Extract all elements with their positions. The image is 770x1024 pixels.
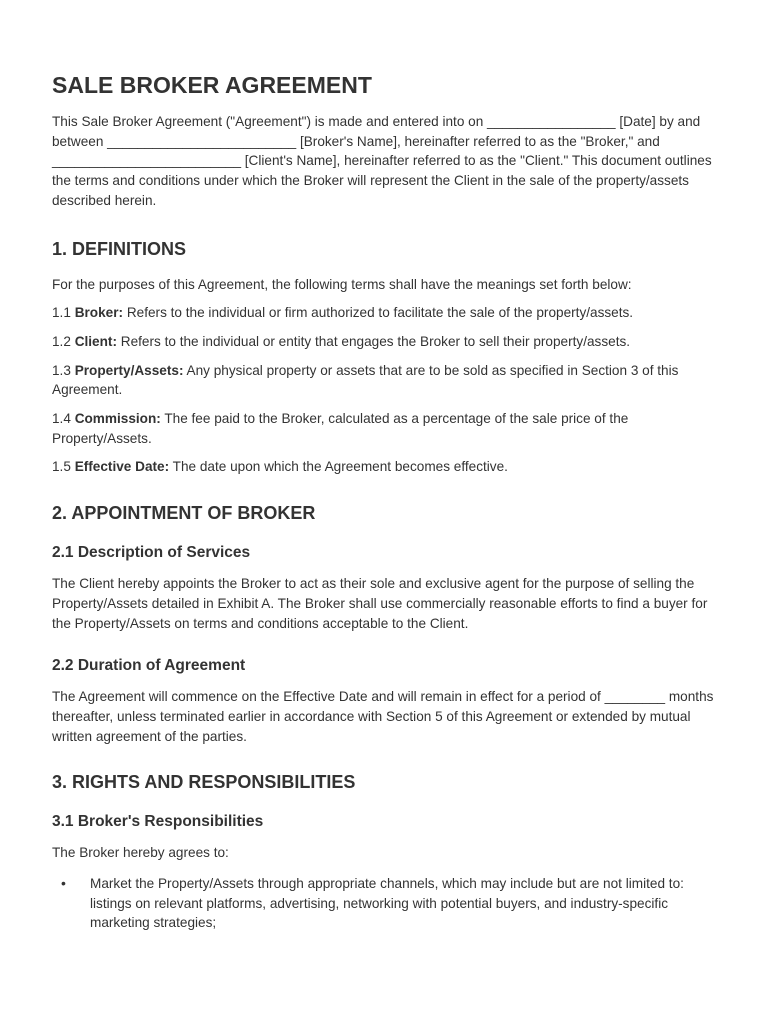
rights-section [52,770,717,933]
definition-term: Client: [74,333,117,349]
definition-term: Property/Assets: [74,362,184,378]
definition-text: Any physical property or assets that are to be sold as specified in Section 3 of this Agreement. [52,362,679,398]
intro-paragraph: This Sale Broker Agreement ("Agreement") is made and entered into on _________________ [Date] by and between _________________________ [Broker's Name], hereinafter referred to as the "Broker," and _________________________ [Client's Name], hereinafter referred to as the "Client." This document outlines the terms and conditions under which the Broker will represent the Client in the sale of the property/assets described herein. [52,114,712,208]
broker-responsibilities-heading: 3.1 Broker's Responsibilities [52,813,264,831]
definition-term: Effective Date: [74,459,170,475]
definitions-lead: For the purposes of this Agreement, the following terms shall have the meanings set forth below: [52,276,632,292]
document-page [52,70,717,933]
definition-term: Commission: [74,411,161,427]
definition-text: Refers to the individual or entity that engages the Broker to sell their property/assets. [120,333,631,349]
definition-item [52,303,717,323]
rights-heading: 3. RIGHTS AND RESPONSIBILITIES [52,772,356,793]
definitions-section [52,237,717,478]
services-subsection [52,542,717,633]
appointment-heading: 2. APPOINTMENT OF BROKER [52,503,316,524]
definitions-heading: 1. DEFINITIONS [52,238,187,259]
definition-item [52,409,717,448]
services-paragraph: The Client hereby appoints the Broker to act as their sole and exclusive agent for the purpose of selling the Property/Assets detailed in Exhibit A. The Broker shall use commercially reasonable efforts to find a buyer for the Property/Assets on terms and conditions acceptable to the Client. [52,576,708,631]
broker-responsibilities-subsection [52,811,717,933]
broker-responsibilities-lead: The Broker hereby agrees to: [52,845,229,861]
definition-text: The fee paid to the Broker, calculated as a percentage of the sale price of the Property/Assets. [52,411,629,446]
responsibilities-list [52,874,717,933]
services-heading: 2.1 Description of Services [52,544,251,562]
bullet-icon: • [61,875,66,892]
definition-item [52,457,717,477]
definition-text: The date upon which the Agreement becomes effective. [172,459,508,475]
list-item-text: Market the Property/Assets through appropriate channels, which may include but are not limited to: listings on relevant platforms, advertising, networking with potential buyers, and industry-specific marketing strategies; [90,876,684,931]
definition-number: 1.4 [52,411,71,427]
list-item [52,874,717,933]
duration-subsection [52,655,717,746]
definition-number: 1.2 [52,333,71,349]
appointment-section [52,501,717,746]
definition-number: 1.5 [52,459,71,475]
definition-item [52,361,717,400]
definition-text: Refers to the individual or firm authorized to facilitate the sale of the property/assets. [126,305,634,321]
document-title: SALE BROKER AGREEMENT [52,72,372,98]
definition-term: Broker: [74,305,124,321]
definition-number: 1.3 [52,362,71,378]
duration-paragraph: The Agreement will commence on the Effective Date and will remain in effect for a period of ________ months thereafter, unless terminated earlier in accordance with Section 5 of this Agreement or extended by mutual written agreement of the parties. [52,689,714,744]
duration-heading: 2.2 Duration of Agreement [52,657,246,675]
definition-number: 1.1 [52,305,71,321]
definition-item [52,332,717,352]
